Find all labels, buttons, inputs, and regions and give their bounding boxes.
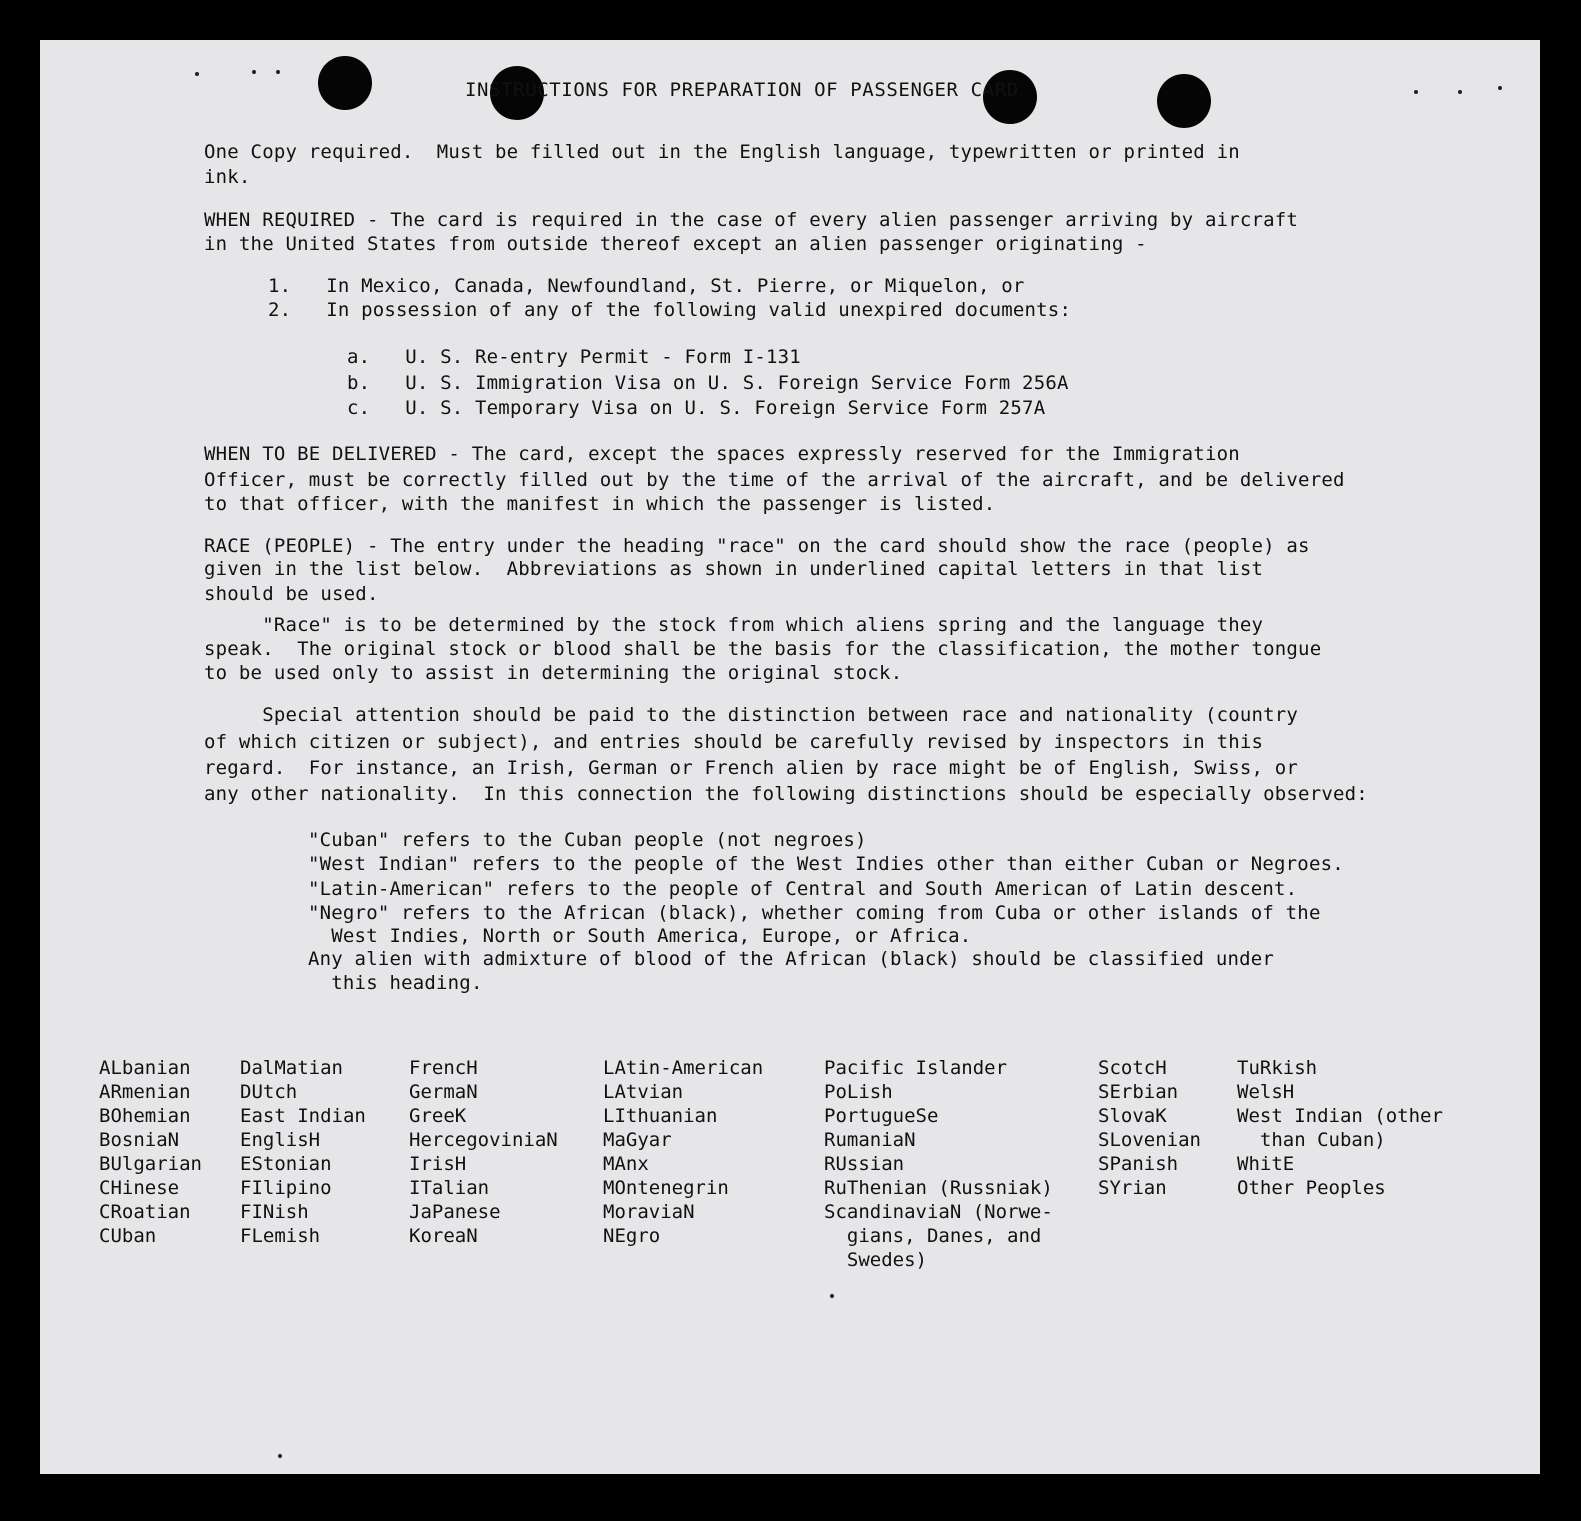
race-entry: WelsH — [1237, 1081, 1295, 1103]
distinction-line: Any alien with admixture of blood of the African (black) should be classified under — [308, 948, 1275, 970]
race-list-column — [1098, 1056, 1201, 1200]
race-entry: RuThenian (Russniak) — [824, 1177, 1053, 1199]
race-definition-line: to be used only to assist in determining the original stock. — [204, 662, 903, 684]
race-entry: KoreaN — [409, 1225, 478, 1247]
race-list-column — [824, 1056, 1053, 1272]
race-entry: HercegoviniaN — [409, 1129, 558, 1151]
speck — [195, 72, 199, 76]
race-entry: GreeK — [409, 1105, 467, 1127]
document-item: b. U. S. Immigration Visa on U. S. Foreign Service Form 256A — [347, 372, 1069, 394]
when-required-line: in the United States from outside thereof except an alien passenger originating - — [204, 233, 1147, 255]
special-attention-line: any other nationality. In this connection the following distinctions should be especially observed: — [204, 783, 1368, 805]
race-entry: IrisH — [409, 1153, 467, 1175]
race-entry: TuRkish — [1237, 1057, 1318, 1079]
race-list-column — [99, 1056, 202, 1248]
race-entry: LAtin-American — [603, 1057, 764, 1079]
race-entry: SLovenian — [1098, 1129, 1201, 1151]
race-definition-line: speak. The original stock or blood shall be the basis for the classification, the mother tongue — [204, 638, 1322, 660]
distinction-line: "Negro" refers to the African (black), whether coming from Cuba or other islands of the — [308, 902, 1321, 924]
intro-line: ink. — [204, 166, 251, 188]
race-entry: ScandinaviaN (Norwe- — [824, 1201, 1053, 1223]
race-entry: BUlgarian — [99, 1153, 202, 1175]
origin-item: 1. In Mexico, Canada, Newfoundland, St. Pierre, or Miquelon, or — [268, 275, 1025, 297]
race-entry: SErbian — [1098, 1081, 1179, 1103]
speck — [830, 1294, 834, 1298]
race-entry: SlovaK — [1098, 1105, 1167, 1127]
race-entry: FrencH — [409, 1057, 478, 1079]
race-entry: East Indian — [240, 1105, 366, 1127]
race-entry: WhitE — [1237, 1153, 1295, 1175]
race-entry: CHinese — [99, 1177, 180, 1199]
page-title: INSTRUCTIONS FOR PREPARATION OF PASSENGER CARD — [465, 79, 1019, 101]
race-entry: FLemish — [240, 1225, 321, 1247]
when-delivered-line: WHEN TO BE DELIVERED - The card, except the spaces expressly reserved for the Immigration — [204, 443, 1240, 465]
race-definition-line: "Race" is to be determined by the stock from which aliens spring and the language they — [204, 614, 1264, 636]
race-entry: CRoatian — [99, 1201, 191, 1223]
race-entry: EnglisH — [240, 1129, 321, 1151]
race-entry: PortugueSe — [824, 1105, 939, 1127]
race-entry: NEgro — [603, 1225, 661, 1247]
when-delivered-line: Officer, must be correctly filled out by the time of the arrival of the aircraft, and be delivered — [204, 469, 1345, 491]
special-attention-line: Special attention should be paid to the distinction between race and nationality (country — [204, 704, 1299, 726]
speck — [278, 1454, 282, 1458]
when-required-line: WHEN REQUIRED - The card is required in the case of every alien passenger arriving by aircraft — [204, 209, 1299, 231]
race-entry: West Indian (other — [1237, 1105, 1443, 1127]
special-attention-line: of which citizen or subject), and entries should be carefully revised by inspectors in this — [204, 731, 1264, 753]
distinction-line: "West Indian" refers to the people of the West Indies other than either Cuban or Negroes. — [308, 853, 1344, 875]
document-page — [40, 40, 1540, 1474]
race-entry: BosniaN — [99, 1129, 180, 1151]
distinction-line: "Latin-American" refers to the people of Central and South American of Latin descent. — [308, 878, 1298, 900]
document-item: c. U. S. Temporary Visa on U. S. Foreign Service Form 257A — [347, 397, 1046, 419]
race-entry: SPanish — [1098, 1153, 1179, 1175]
race-entry: DalMatian — [240, 1057, 343, 1079]
race-entry: LAtvian — [603, 1081, 684, 1103]
race-entry: FINish — [240, 1201, 309, 1223]
document-item: a. U. S. Re-entry Permit - Form I-131 — [347, 346, 801, 368]
speck — [1458, 90, 1462, 94]
race-entry: than Cuban) — [1237, 1129, 1386, 1151]
race-entry: gians, Danes, and — [824, 1225, 1042, 1247]
race-entry: ITalian — [409, 1177, 490, 1199]
speck — [1498, 86, 1502, 90]
race-entry: MoraviaN — [603, 1201, 695, 1223]
race-entry: RumaniaN — [824, 1129, 916, 1151]
race-entry: ARmenian — [99, 1081, 191, 1103]
race-list-column — [409, 1056, 558, 1248]
distinction-line: this heading. — [308, 972, 483, 994]
race-list-column — [240, 1056, 366, 1248]
race-entry: ScotcH — [1098, 1057, 1167, 1079]
race-entry: FIlipino — [240, 1177, 332, 1199]
speck — [276, 70, 280, 74]
race-entry: Other Peoples — [1237, 1177, 1386, 1199]
punch-hole — [318, 56, 372, 110]
race-entry: BOhemian — [99, 1105, 191, 1127]
speck — [252, 70, 256, 74]
race-entry: EStonian — [240, 1153, 332, 1175]
intro-line: One Copy required. Must be filled out in the English language, typewritten or printed in — [204, 141, 1240, 163]
race-entry: Swedes) — [824, 1249, 927, 1271]
race-entry: MaGyar — [603, 1129, 672, 1151]
distinction-line: "Cuban" refers to the Cuban people (not negroes) — [308, 829, 867, 851]
race-intro-line: should be used. — [204, 583, 379, 605]
special-attention-line: regard. For instance, an Irish, German or French alien by race might be of English, Swiss, or — [204, 757, 1299, 779]
race-entry: GermaN — [409, 1081, 478, 1103]
race-entry: Pacific Islander — [824, 1057, 1008, 1079]
origin-item: 2. In possession of any of the following valid unexpired documents: — [268, 299, 1072, 321]
race-entry: MAnx — [603, 1153, 649, 1175]
race-entry: MOntenegrin — [603, 1177, 729, 1199]
race-entry: PoLish — [824, 1081, 893, 1103]
when-delivered-line: to that officer, with the manifest in which the passenger is listed. — [204, 493, 996, 515]
race-list-column — [603, 1056, 763, 1248]
race-entry: CUban — [99, 1225, 157, 1247]
race-entry: JaPanese — [409, 1201, 501, 1223]
race-entry: RUssian — [824, 1153, 905, 1175]
race-entry: SYrian — [1098, 1177, 1167, 1199]
race-list-column — [1237, 1056, 1443, 1200]
race-entry: DUtch — [240, 1081, 298, 1103]
race-intro-line: given in the list below. Abbreviations as shown in underlined capital letters in that list — [204, 558, 1264, 580]
race-entry: LIthuanian — [603, 1105, 718, 1127]
distinction-line: West Indies, North or South America, Europe, or Africa. — [308, 925, 972, 947]
speck — [1414, 90, 1418, 94]
race-intro-line: RACE (PEOPLE) - The entry under the heading "race" on the card should show the race (people) as — [204, 535, 1310, 557]
race-entry: ALbanian — [99, 1057, 191, 1079]
punch-hole — [1157, 74, 1211, 128]
